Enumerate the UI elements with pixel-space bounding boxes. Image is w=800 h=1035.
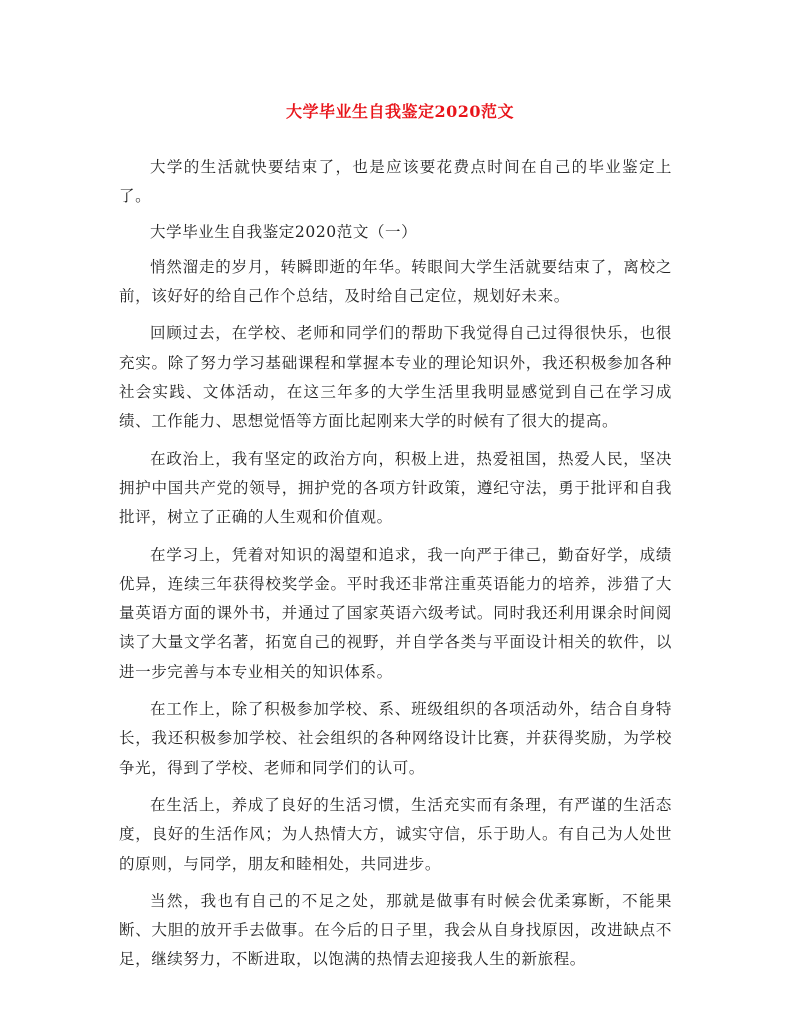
document-title: 大学毕业生自我鉴定2020范文 [285, 102, 515, 121]
paragraph: 在生活上，养成了良好的生活习惯，生活充实而有条理，有严谨的生活态度，良好的生活作风；为人热情大方，诚实守信，乐于助人。有自己为人处世的原则，与同学，朋友和睦相处，共同进步。 [119, 795, 672, 873]
paragraph: 悄然溜走的岁月，转瞬即逝的年华。转眼间大学生活就要结束了，离校之前，该好好的给自己作个总结，及时给自己定位，规划好未来。 [119, 257, 672, 306]
paragraph: 回顾过去，在学校、老师和同学们的帮助下我觉得自己过得很快乐，也很充实。除了努力学习基础课程和掌握本专业的理论知识外，我还积极参加各种社会实践、文体活动，在这三年多的大学生活里我明显感觉到自己在学习成绩、工作能力、思想觉悟等方面比起刚来大学的时候有了很大的提高。 [119, 324, 672, 431]
paragraph: 当然，我也有自己的不足之处，那就是做事有时候会优柔寡断，不能果断、大胆的放开手去做事。在今后的日子里，我会从自身找原因，改进缺点不足，继续努力，不断进取，以饱满的热情去迎接我人生的新旅程。 [119, 891, 672, 969]
paragraph: 在学习上，凭着对知识的渴望和追求，我一向严于律己，勤奋好学，成绩优异，连续三年获得校奖学金。平时我还非常注重英语能力的培养，涉猎了大量英语方面的课外书，并通过了国家英语六级考试。同时我还利用课余时间阅读了大量文学名著，拓宽自己的视野，并自学各类与平面设计相关的软件，以进一步完善与本专业相关的知识体系。 [119, 545, 672, 681]
paragraph-intro: 大学的生活就快要结束了，也是应该要花费点时间在自己的毕业鉴定上了。 [119, 158, 672, 206]
paragraph: 在政治上，我有坚定的政治方向，积极上进，热爱祖国，热爱人民，坚决拥护中国共产党的领导，拥护党的各项方针政策，遵纪守法，勇于批评和自我批评，树立了正确的人生观和价值观。 [119, 449, 672, 527]
document-body [119, 153, 672, 983]
section-heading: 大学毕业生自我鉴定2020范文（一） [150, 222, 418, 241]
paragraph: 在工作上，除了积极参加学校、系、班级组织的各项活动外，结合自身特长，我还积极参加学校、社会组织的各种网络设计比赛，并获得奖励，为学校争光，得到了学校、老师和同学们的认可。 [119, 700, 672, 777]
